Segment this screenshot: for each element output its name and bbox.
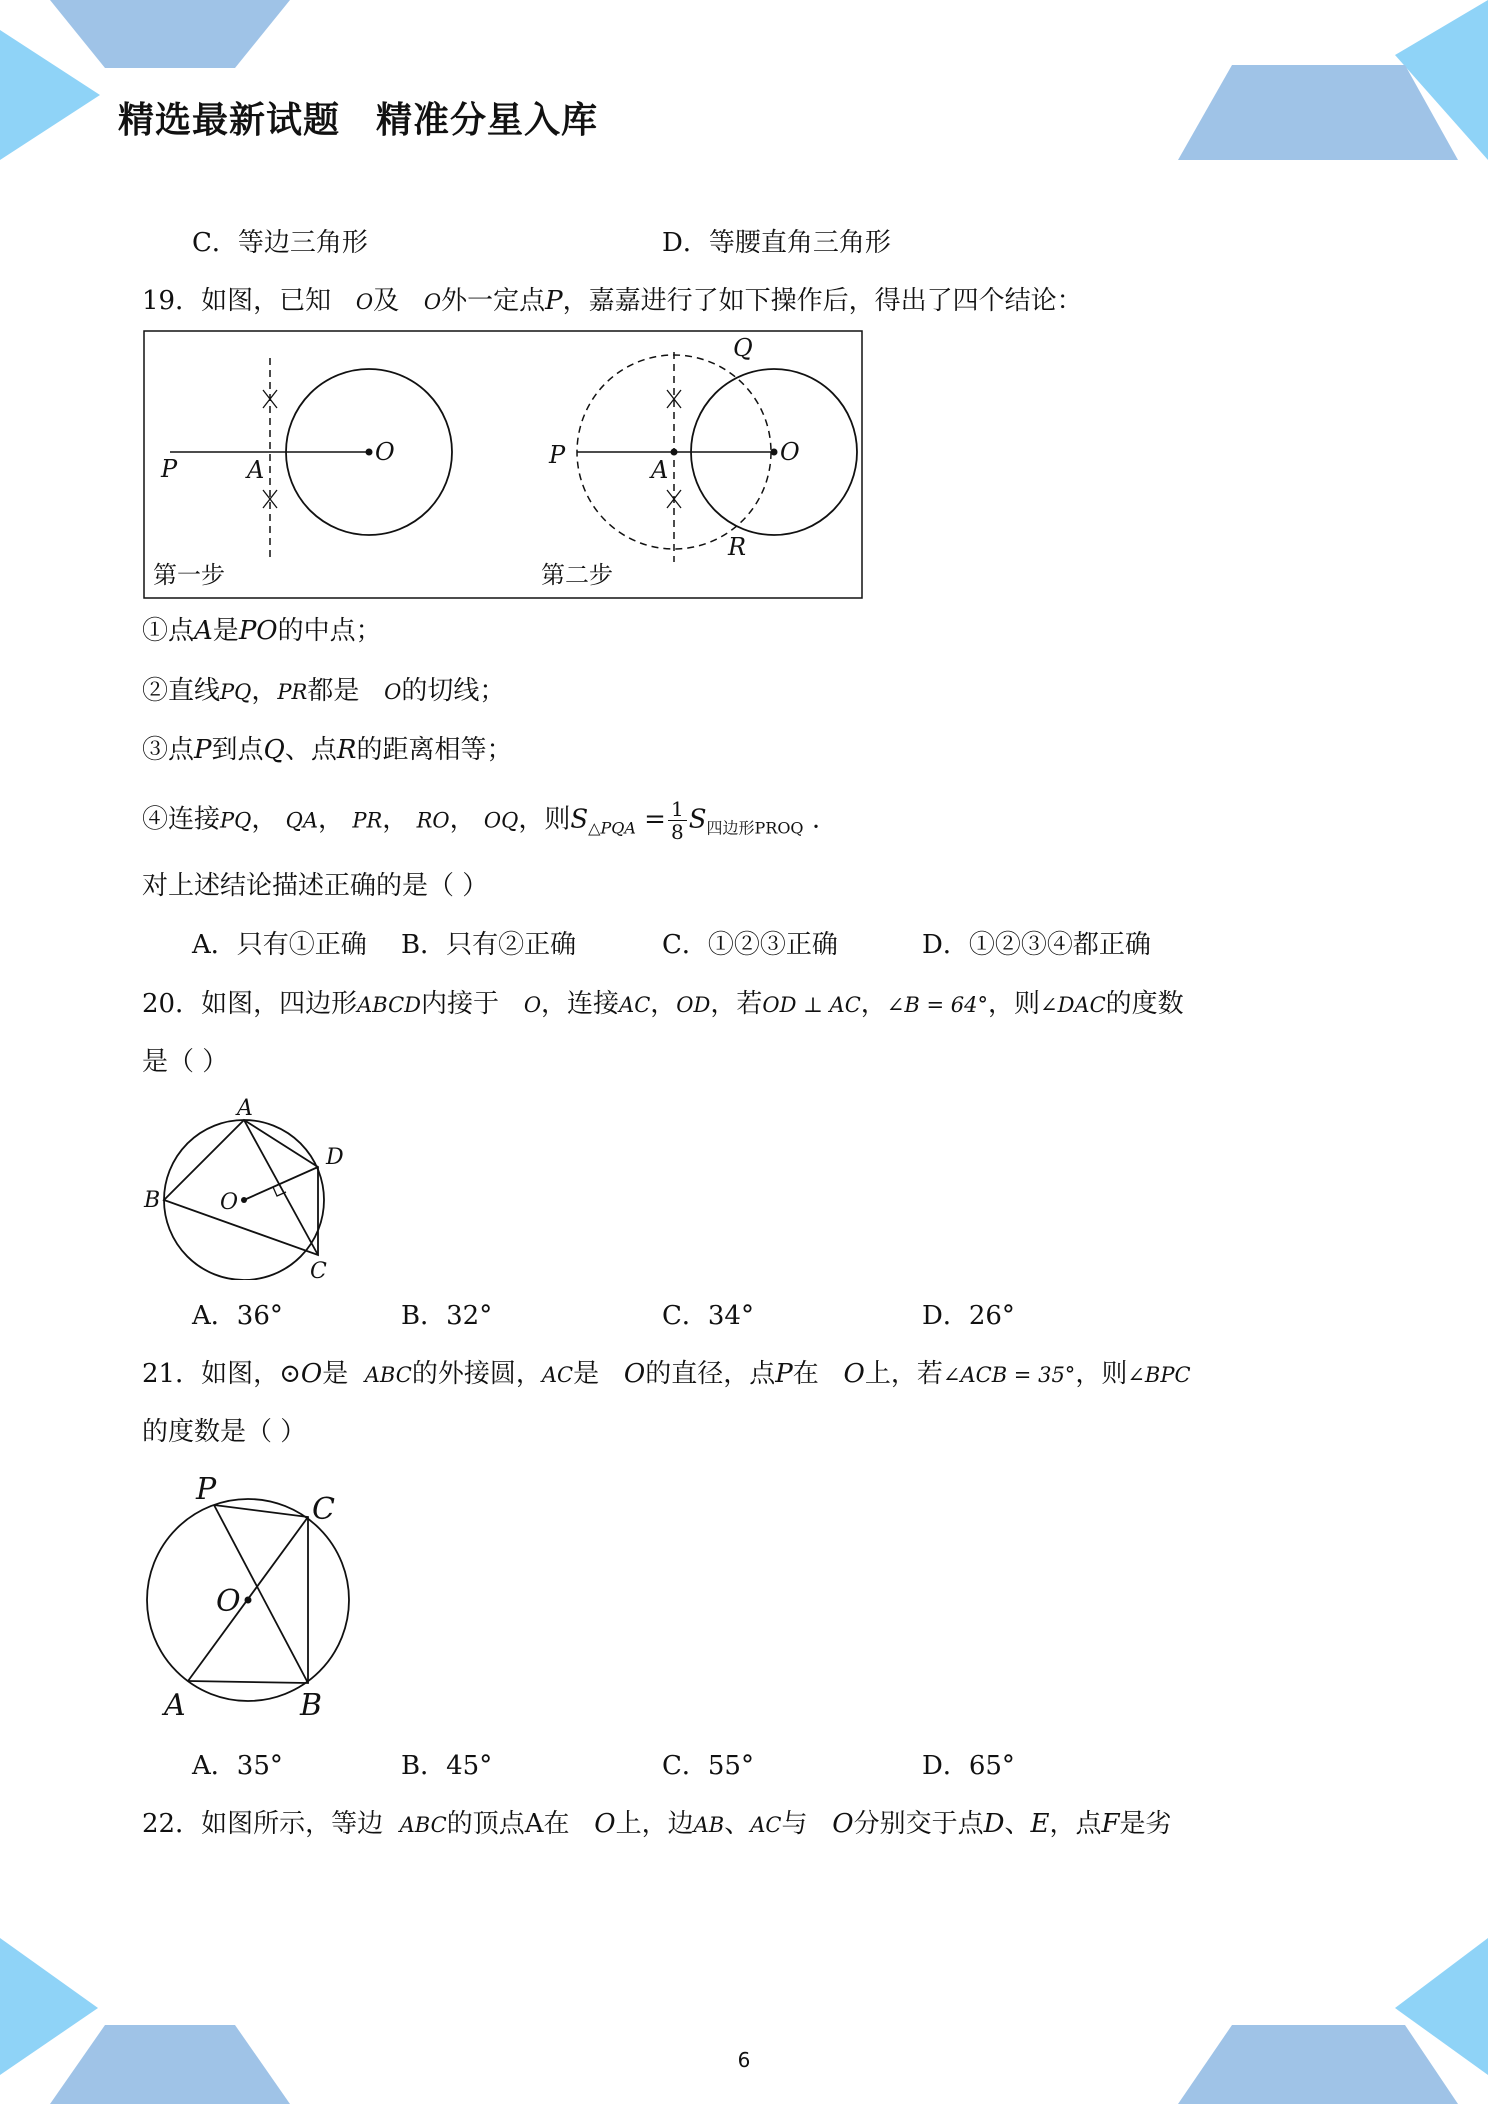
q21-option-c: C．55°	[662, 1751, 754, 1781]
q20-option-c: C．34°	[662, 1301, 754, 1331]
q21-label-C: C	[312, 1492, 335, 1527]
q20-stem: 20．如图，四边形ABCD内接于 O，连接AC，OD，若OD ⊥ AC，∠B = 64°，则∠DAC的度数	[142, 989, 1184, 1019]
q19-option-b: B．只有②正确	[401, 930, 577, 960]
q21-figure	[140, 1465, 370, 1730]
q21-label-O: O	[216, 1584, 241, 1619]
q22-stem: 22．如图所示，等边 ABC的顶点A在 O上，边AB、AC与 O分别交于点D、E，点F是劣	[142, 1809, 1172, 1839]
step1-label: 第一步	[153, 561, 225, 589]
step2-label-P: P	[549, 441, 566, 469]
q19-option-a: A．只有①正确	[192, 930, 367, 960]
q21-option-d: D．65°	[922, 1751, 1015, 1781]
q20-label-C: C	[310, 1259, 327, 1280]
q20-option-a: A．36°	[192, 1301, 283, 1331]
q19-option-c: C．①②③正确	[662, 930, 838, 960]
header-title: 精选最新试题 精准分星入库	[118, 100, 599, 141]
q19-option-d: D．①②③④都正确	[922, 930, 1151, 960]
q20-option-b: B．32°	[401, 1301, 493, 1331]
step1-label-P: P	[161, 455, 178, 483]
deco-top-left-triangle	[0, 30, 100, 160]
q20-label-D: D	[326, 1145, 344, 1170]
step2-label-O: O	[780, 438, 800, 466]
step2-label-Q: Q	[733, 334, 753, 362]
q18-option-d: D．等腰直角三角形	[662, 228, 891, 258]
step2-label-A: A	[651, 456, 669, 484]
q21-option-b: B．45°	[401, 1751, 493, 1781]
q19-stem: 19．如图，已知 O及 O外一定点P，嘉嘉进行了如下操作后，得出了四个结论：	[142, 286, 1083, 316]
page-number: 6	[737, 2048, 751, 2072]
q19-conclusion-1: ①点A是PO的中点；	[142, 616, 382, 646]
deco-top-left-trapezoid	[50, 0, 290, 68]
q21-label-B: B	[300, 1688, 323, 1723]
q19-figure	[143, 330, 865, 600]
q21-label-P: P	[196, 1472, 217, 1507]
q20-stem-line2: 是（ ）	[142, 1047, 229, 1077]
q18-option-c: C．等边三角形	[192, 228, 368, 258]
step2-label: 第二步	[541, 561, 613, 589]
q20-figure	[140, 1095, 370, 1280]
q21-stem: 21．如图，⊙O是 ABC的外接圆，AC是 O的直径，点P在 O上，若∠ACB = 35°，则∠BPC	[142, 1359, 1191, 1389]
q20-label-O: O	[220, 1190, 239, 1215]
q19-conclusion-2: ②直线PQ，PR都是 O的切线；	[142, 676, 506, 706]
deco-top-right-trapezoid	[1178, 65, 1458, 160]
q20-option-d: D．26°	[922, 1301, 1015, 1331]
q21-stem-line2: 的度数是（ ）	[142, 1417, 307, 1447]
q21-option-a: A．35°	[192, 1751, 283, 1781]
step1-label-A: A	[247, 456, 265, 484]
fraction-one-eighth: $\frac{1}{8}$	[668, 798, 687, 843]
step1-label-O: O	[375, 438, 395, 466]
q19-conclusion-4: ④连接PQ， QA， PR， RO， OQ，则$S_{\triangle PQA}$ = $\frac{1}{8}$ $S_{四边形PROQ}$ .	[142, 797, 821, 844]
q20-label-A: A	[237, 1096, 253, 1121]
q21-label-A: A	[164, 1688, 186, 1723]
step2-label-R: R	[728, 533, 747, 561]
q19-ask: 对上述结论描述正确的是（ ）	[142, 871, 489, 901]
q19-conclusion-3: ③点P到点Q、点R的距离相等；	[142, 735, 513, 765]
q20-label-B: B	[144, 1188, 161, 1213]
